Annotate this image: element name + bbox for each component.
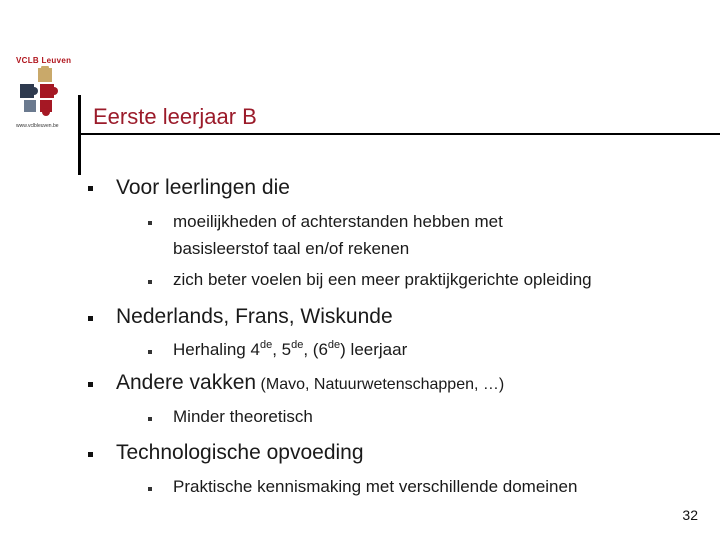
- bullet-marker: [88, 452, 93, 457]
- bullet-2-text: Nederlands, Frans, Wiskunde: [116, 305, 393, 328]
- bullet-2-sub-1: Herhaling 4de, 5de, (6de) leerjaar: [173, 339, 408, 359]
- bullet-4-sub-1: Praktische kennismaking met verschillende domeinen: [173, 477, 578, 496]
- bullet-1-sub-2: zich beter voelen bij een meer praktijkgerichte opleiding: [173, 270, 592, 289]
- vclb-logo: [12, 52, 74, 134]
- bullet-4-text: Technologische opvoeding: [116, 441, 364, 464]
- bullet-marker: [88, 316, 93, 321]
- sub-bullet-marker: [148, 221, 152, 225]
- logo-url: www.vclbleuven.be: [16, 123, 59, 129]
- sub-bullet-marker: [148, 280, 152, 284]
- sub-bullet-marker: [148, 487, 152, 491]
- puzzle-logo-icon: [16, 66, 70, 122]
- bullet-marker: [88, 186, 93, 191]
- bullet-1-sub-1-line-2: basisleerstof taal en/of rekenen: [173, 239, 410, 258]
- title-horizontal-rule: [78, 133, 720, 135]
- bullet-1-sub-1-line-1: moeilijkheden of achterstanden hebben met: [173, 212, 503, 231]
- logo-title: VCLB Leuven: [16, 56, 72, 65]
- title-vertical-rule: [78, 95, 81, 175]
- bullet-3-text: Andere vakken (Mavo, Natuurwetenschappen, …): [116, 371, 505, 394]
- slide-title: Eerste leerjaar B: [93, 104, 257, 129]
- bullet-1-text: Voor leerlingen die: [116, 176, 290, 199]
- sub-bullet-marker: [148, 417, 152, 421]
- page-number: 32: [682, 507, 698, 523]
- bullet-3-sub-1: Minder theoretisch: [173, 407, 313, 426]
- bullet-marker: [88, 382, 93, 387]
- sub-bullet-marker: [148, 350, 152, 354]
